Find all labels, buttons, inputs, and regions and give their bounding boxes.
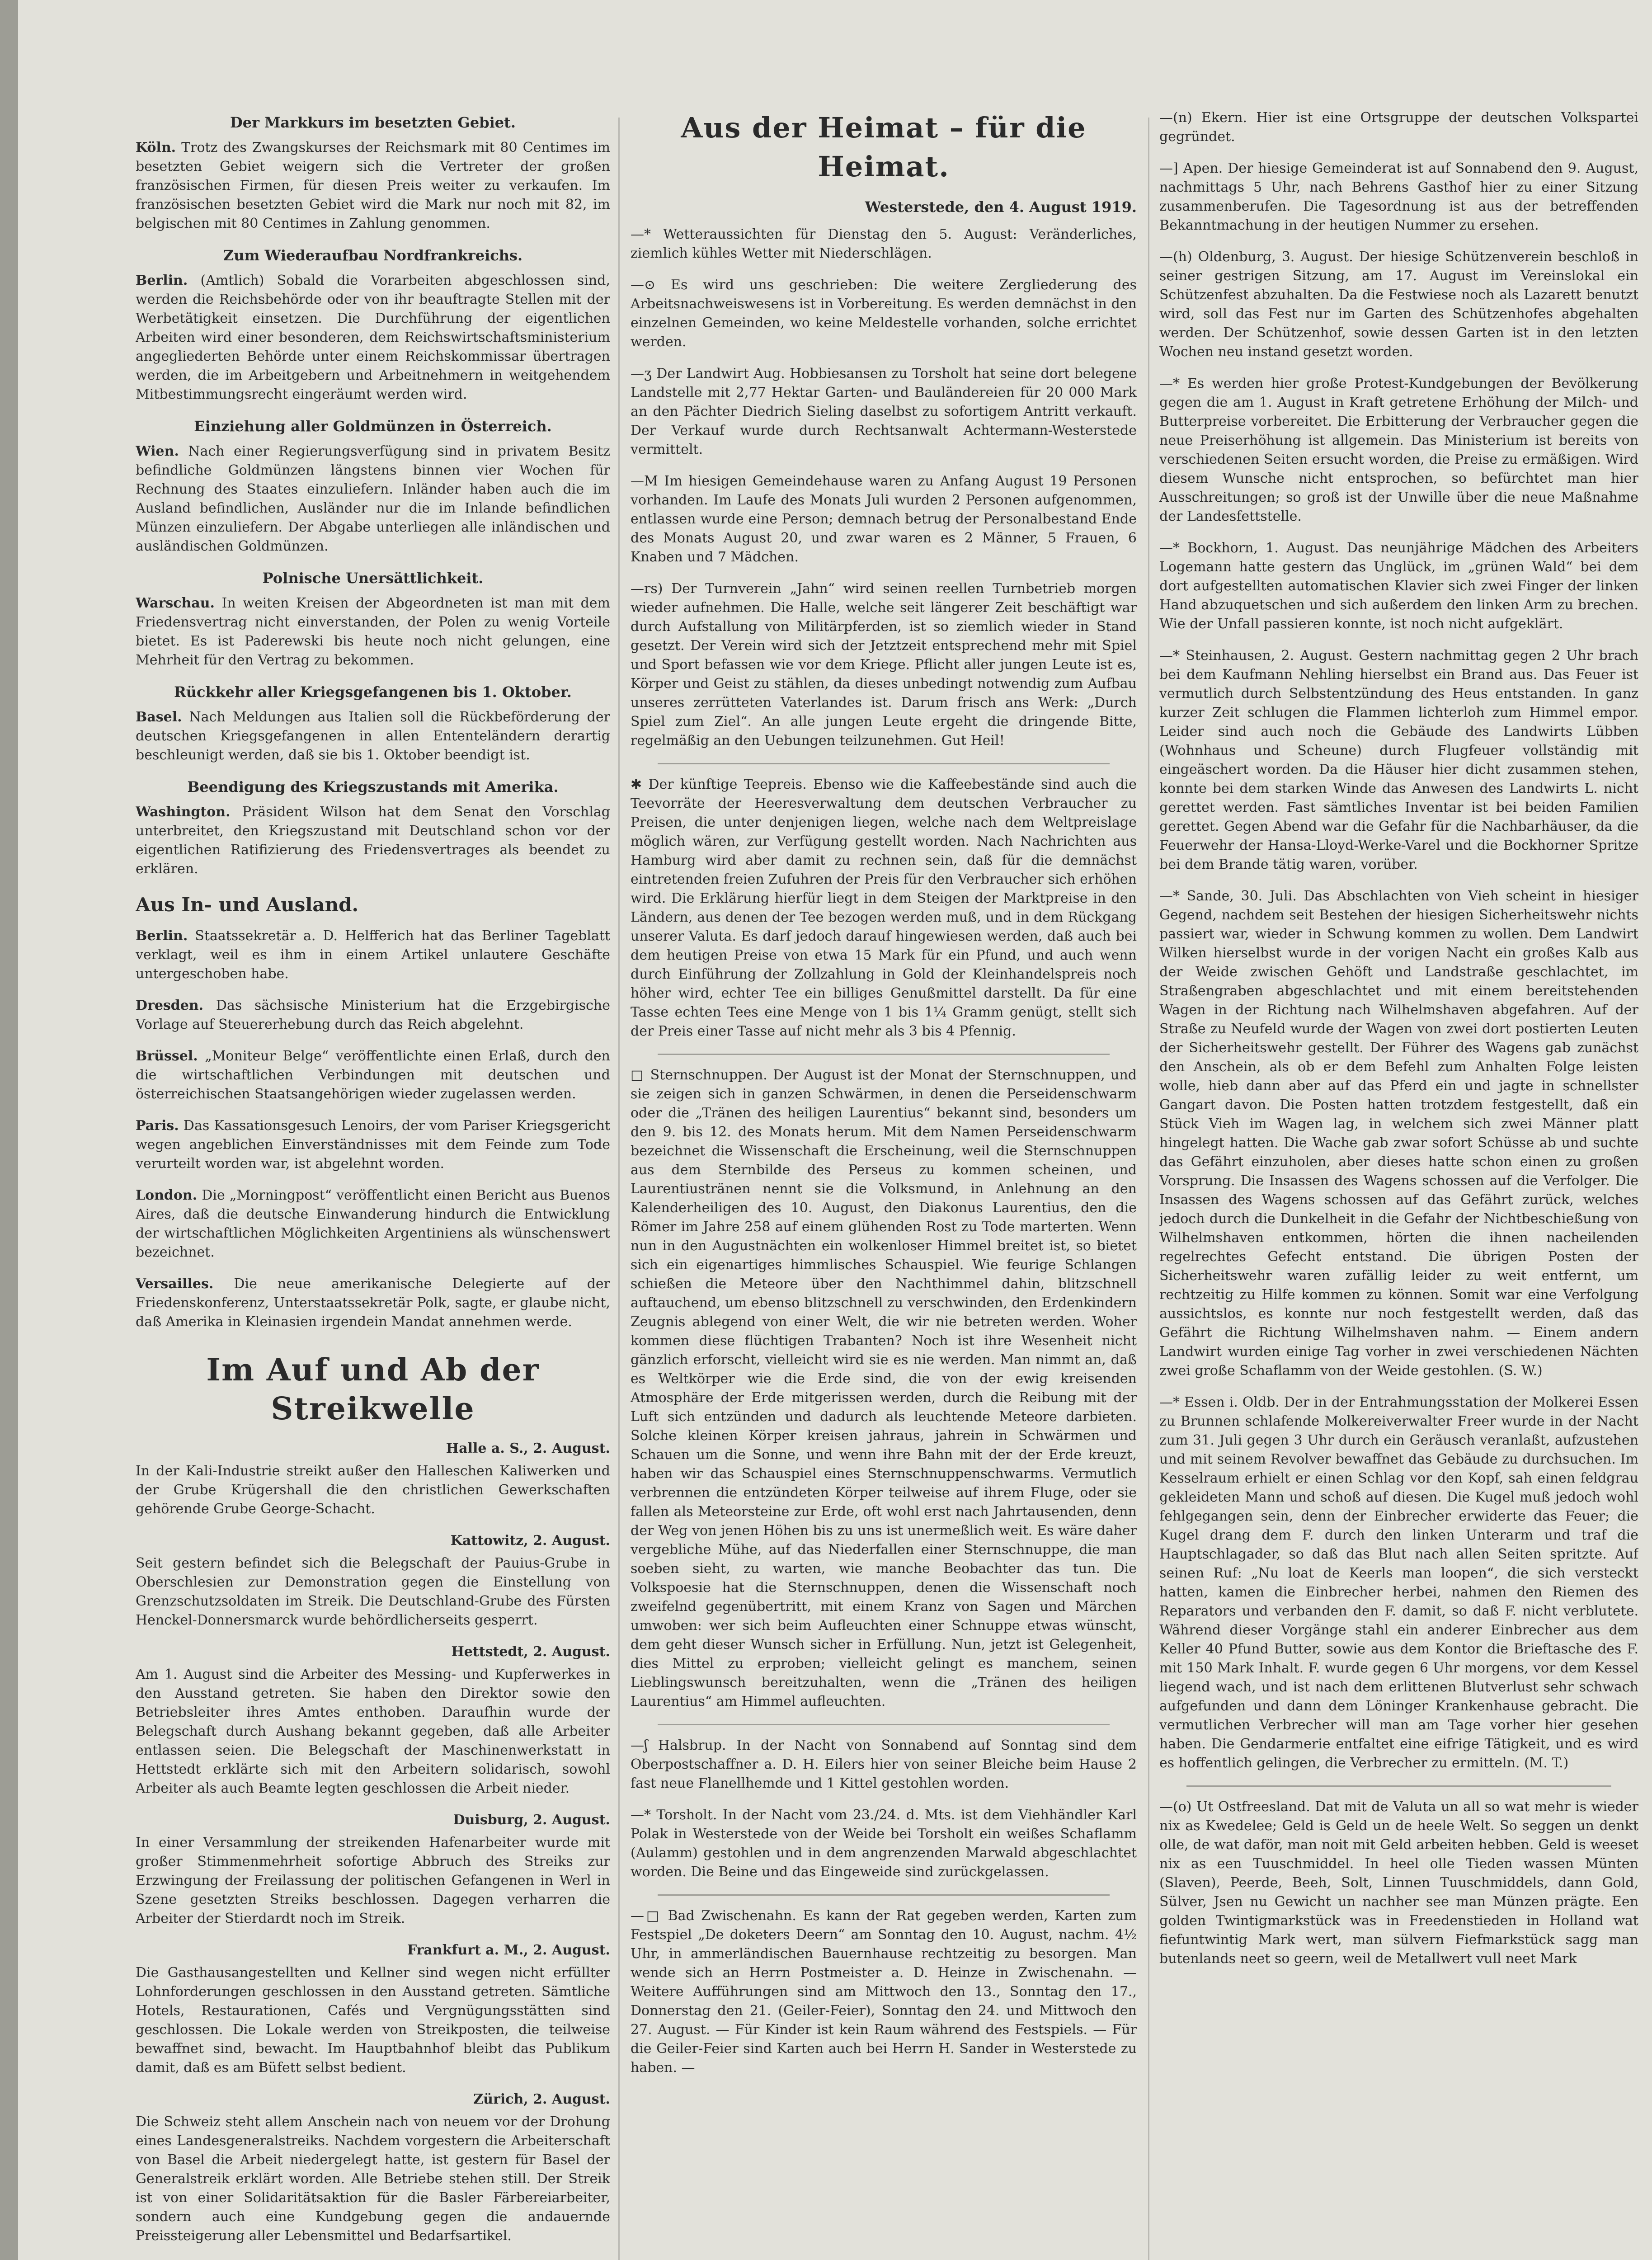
placename: London. <box>136 1187 198 1203</box>
article <box>136 594 610 670</box>
placename: Wien. <box>136 443 179 459</box>
divider <box>658 1894 1110 1896</box>
dateline: Frankfurt a. M., 2. August. <box>407 1942 610 1958</box>
dateline: Hettstedt, 2. August. <box>451 1644 610 1660</box>
news-item: —M Im hiesigen Gemeindehause waren zu Anfang August 19 Personen vorhanden. Im Laufe des Monats Juli wurden 2 Personen aufgenommen, entlassen wurde eine Person; demnach betrug der Personalbestand Ende des Monats August 20, und zwar waren es 2 Männer, 5 Frauen, 6 Knaben und 7 Mädchen. <box>631 473 1137 565</box>
article-text: Seit gestern befindet sich die Belegschaft der Pauius-Grube in Oberschlesien zur Demonstration gegen die Einstellung von Grenzschutzsoldaten im Streik. Die Deutschland-Grube des Fürsten Henckel-Donnersmarck wurde behördlicherseits gesperrt. <box>136 1555 610 1628</box>
dateline: Duisburg, 2. August. <box>453 1812 610 1828</box>
article-text: In weiten Kreisen der Abgeordneten ist man mit dem Friedensvertrag nicht einverstanden, der Polen zu wenig Vorteile bietet. Es ist Paderewski bis heute noch nicht gelungen, eine Mehrheit für den Vertrag zu bekommen. <box>136 595 610 668</box>
placename: Washington. <box>136 804 231 820</box>
news-item: —(o) Ut Ostfreesland. Dat mit de Valuta un all so wat mehr is wieder nix as Kwedelee; Geld is Geld un de heele Welt. So seggen un denkt olle, de wat daför, man noit mit Geld arbeiten hebben. Geld is weeset nix as een Tuuschmiddel. In heel olle Tieden wassen Münten (Slaven), Peerde, Beeh, Solt, Linnen Tuuschmiddels, dann Gold, Sülver, Jsen nu Gewicht un nachher see man Münzen prägte. Een golden Twintigmarkstück was in Freedenstieden in Holland wat fiefuntwintig Mark wert, man sülvern Fiefmarkstück sagg man butenlands neet so geern, weil de Metallwert vull neet Mark <box>1159 1799 1638 1967</box>
news-item: —(h) Oldenburg, 3. August. Der hiesige Schützenverein beschloß in seiner gestrigen Sitzung, am 17. August im Vereinslokal ein Schützenfest abzuhalten. Da die Festwiese noch als Lazarett benutzt wird, soll das Fest nur im Garten des Schützenhofes abgehalten werden. Der Schützenhof, sowie dessen Garten ist in den letzten Wochen neu instand gesetzt worden. <box>1159 249 1638 360</box>
column-rule <box>1148 118 1149 2260</box>
column-right <box>1159 108 1638 2260</box>
section-heading: Aus In- und Ausland. <box>136 894 359 916</box>
article-text: „Moniteur Belge“ veröffentlichte einen Erlaß, durch den die wirtschaftlichen Verbindungen mit deutschen und österreichischen Staatsangehörigen wieder zugelassen werden. <box>136 1048 610 1102</box>
news-item: —* Torsholt. In der Nacht vom 23./24. d. Mts. ist dem Viehhändler Karl Polak in Westerstede von der Weide bei Torsholt ein weißes Schaflamm (Aulamm) gestohlen und in dem angrenzenden Marwald abgeschlachtet worden. Die Beine und das Eingeweide sind zurückgelassen. <box>631 1807 1137 1880</box>
article-text: In der Kali-Industrie streikt außer den Halleschen Kaliwerken und der Grube Krügershall die den christlichen Gewerkschaften gehörende Grube George-Schacht. <box>136 1463 610 1517</box>
news-item: —(n) Ekern. Hier ist eine Ortsgruppe der deutschen Volkspartei gegründet. <box>1159 110 1638 145</box>
placename: Paris. <box>136 1118 179 1134</box>
divider <box>658 763 1110 764</box>
section-heading-large: Im Auf und Ab der Streikwelle <box>206 1352 540 1427</box>
article <box>136 1275 610 1332</box>
article <box>136 1186 610 1262</box>
news-item: ✱ Der künftige Teepreis. Ebenso wie die Kaffeebestände sind auch die Teevorräte der Heeresverwaltung dem deutschen Verbraucher zu Preisen, die unter denjenigen liegen, welche nach dem Weltpreislage möglich wären, zur Verfügung gestellt worden. Nach Nachrichten aus Hamburg wird aber damit zu rechnen sein, daß für die demnächst eintretenden freien Zufuhren der Preis für den Verbraucher sich erhöhen wird. Die Erklärung hierfür liegt in dem Steigen der Marktpreise in den Ländern, aus denen der Tee bezogen werden muß, und in dem Rückgang unserer Valuta. Es darf jedoch darauf hingewiesen werden, daß auch bei dem heutigen Preise von etwa 15 Mark für ein Pfund, und auch wenn durch Einführung der Zollzahlung in Gold der Kleinhandelspreis noch höher wird, echter Tee ein billiges Genußmittel darstellt. Da für eine Tasse echten Tees eine Menge von 1 bis 1¼ Gramm genügt, stellt sich der Preis einer Tasse auf nicht mehr als 3 bis 4 Pfennig. <box>631 777 1137 1039</box>
article <box>136 708 610 765</box>
divider <box>658 1054 1110 1055</box>
placename: Berlin. <box>136 928 188 944</box>
placename: Basel. <box>136 709 182 725</box>
headline: Beendigung des Kriegszustands mit Amerika. <box>187 778 559 796</box>
article-text: Am 1. August sind die Arbeiter des Messing- und Kupferwerkes in den Ausstand getreten. Sie haben den Direktor sowie den Betriebsleiter ihres Amtes enthoben. Daraufhin wurde der Belegschaft durch Aushang bekannt gegeben, daß alle Arbeiter entlassen seien. Die Belegschaft der Maschinenwerkstatt in Hettstedt erklärte sich mit den Arbeitern solidarisch, sowohl Arbeiter als auch Beamte legten geschlossen die Arbeit nieder. <box>136 1667 610 1796</box>
article <box>136 996 610 1034</box>
placename: Berlin. <box>136 273 188 288</box>
dateline: Zürich, 2. August. <box>473 2091 610 2107</box>
article-text: Nach einer Regierungsverfügung sind in privatem Besitz befindliche Goldmünzen längstens binnen vier Wochen für Rechnung des Staates einzuliefern. Inländer haben auch die im Ausland befindlichen, Ausländer nur die im Inlande befindlichen Münzen einzuliefern. Der Abgabe unterliegen alle inländischen und ausländischen Goldmünzen. <box>136 443 610 554</box>
news-item: —rs) Der Turnverein „Jahn“ wird seinen reellen Turnbetrieb morgen wieder aufnehmen. Die Halle, welche seit längerer Zeit beschäftigt war durch Aufstallung von Militärpferden, ist so ziemlich wieder in Stand gesetzt. Der Verein wird sich der Jetztzeit entsprechend mehr mit Spiel und Sport befassen wie vor dem Kriege. Pflicht aller jungen Leute ist es, Körper und Geist zu stählen, da dieses unbedingt notwendig zum Aufbau unseres zerrütteten Vaterlandes ist. Darum frisch ans Werk: „Durch Spiel zum Ziel“. An alle jungen Leute ergeht die dringende Bitte, regelmäßig an den Uebungen teilzunehmen. Gut Heil! <box>631 581 1137 749</box>
placename: Brüssel. <box>136 1048 198 1064</box>
article-text: Die „Morningpost“ veröffentlicht einen Bericht aus Buenos Aires, daß die deutsche Einwanderung hindurch die Entwicklung der wirtschaftlichen Möglichkeiten Argentiniens als wünschenswert bezeichnet. <box>136 1187 610 1260</box>
article <box>136 271 610 404</box>
news-item: —* Es werden hier große Protest-Kundgebungen der Bevölkerung gegen die am 1. August in Kraft getretene Erhöhung der Milch- und Butterpreise vorbereitet. Die Erbitterung der Verbraucher gegen die neue Preiserhöhung ist allgemein. Das Ministerium ist bereits von verschiedenen Seiten ersucht worden, die Preise zu ermäßigen. Wird diesem Wunsche nicht entsprochen, so befürchtet man hier Ausschreitungen; so groß ist der Unwille über die neue Maßnahme der Landesfettstelle. <box>1159 376 1638 524</box>
news-item: —* Steinhausen, 2. August. Gestern nachmittag gegen 2 Uhr brach bei dem Kaufmann Nehling hierselbst ein Brand aus. Das Feuer ist vermutlich durch Selbstentzündung des Heus entstanden. In ganz kurzer Zeit schlugen die Flammen lichterloh zum Himmel empor. Leider sind auch noch die Gebäude des Landwirts Lübben (Wohnhaus und Scheune) durch Flugfeuer vollständig mit eingeäschert worden. Da die Häuser hier dicht zusammen stehen, konnte bei dem starken Winde das Anwesen des Landwirts L. nicht gerettet werden. Fast sämtliches Inventar ist bei beiden Familien gerettet. Gegen Abend war die Gefahr für die Nachbarhäuser, da die Feuerwehr der Hansa-Lloyd-Werke-Varel und die Bockhorner Spritze bei dem Brande tätig waren, vorüber. <box>1159 648 1638 872</box>
article-text: Präsident Wilson hat dem Senat den Vorschlag unterbreitet, den Kriegszustand mit Deutschland schon vor der eigentlichen Ratifizierung des Friedensvertrages als beendet zu erklären. <box>136 804 610 877</box>
placename: Versailles. <box>136 1276 214 1292</box>
article-text: In einer Versammlung der streikenden Hafenarbeiter wurde mit großer Stimmenmehrheit sofortige Abbruch des Streiks zur Erzwingung der Freilassung der politischen Gefangenen in Werl in Szene gesetzten Streiks beschlossen. Dagegen verharren die Arbeiter der Stierdardt noch im Streik. <box>136 1835 610 1926</box>
article-text: Trotz des Zwangskurses der Reichsmark mit 80 Centimes im besetzten Gebiet weigern sich die Vertreter der großen französischen Firmen, für diesen Preis weiter zu verkaufen. Im französischen besetzten Gebiet wird die Mark nur noch mit 82, im belgischen mit 80 Centimes in Zahlung genommen. <box>136 140 610 231</box>
article <box>136 138 610 233</box>
article <box>136 442 610 556</box>
article-text: Die neue amerikanische Delegierte auf der Friedenskonferenz, Unterstaatssekretär Polk, sagte, er glaube nicht, daß Amerika in Kleinasien irgendein Mandat annehmen werde. <box>136 1276 610 1330</box>
news-item: —⊙ Es wird uns geschrieben: Die weitere Zergliederung des Arbeitsnachweiswesens ist in Vorbereitung. Es werden demnächst in den einzelnen Gemeinden, wo keine Meldestelle vorhanden, solche errichtet werden. <box>631 277 1137 350</box>
headline: Polnische Unersättlichkeit. <box>262 570 484 587</box>
news-item: —] Apen. Der hiesige Gemeinderat ist auf Sonnabend den 9. August, nachmittags 5 Uhr, nach Behrens Gasthof hier zu einer Sitzung zusammenberufen. Die Tagesordnung ist aus der betreffenden Bekanntmachung in der heutigen Nummer zu ersehen. <box>1159 160 1638 233</box>
dateline: Westerstede, den 4. August 1919. <box>865 198 1137 216</box>
news-item: —* Bockhorn, 1. August. Das neunjährige Mädchen des Arbeiters Logemann hatte gestern das Unglück, im „grünen Wald“ bei dem dort aufgestellten automatischen Klavier sich zwei Finger der linken Hand abzuquetschen und sich außerdem den linken Arm zu brechen. Wie der Unfall passieren konnte, ist noch nicht aufgeklärt. <box>1159 540 1638 632</box>
news-item: —* Wetteraussichten für Dienstag den 5. August: Veränderliches, ziemlich kühles Wetter mit Niederschlägen. <box>631 226 1137 261</box>
news-item: —* Sande, 30. Juli. Das Abschlachten von Vieh scheint in hiesiger Gegend, nachdem seit Bestehen der hiesigen Sicherheitswehr nichts passiert war, wieder in Schwung kommen zu wollen. Dem Landwirt Wilken hierselbst wurde in der vorigen Nacht ein großes Kalb aus der Weide zwischen Gehöft und Landstraße geschlachtet, im Straßengraben abgeschlachtet und mit einem bereitstehenden Wagen in der Richtung nach Wilhelmshaven abgefahren. Auf der Straße zu Neufeld wurde der Wagen von zwei dort postierten Leuten der Sicherheitswehr gestellt. Der Führer des Wagens gab zunächst den Anschein, als ob er dem Befehl zum Anhalten Folge leisten wolle, hieb dann aber auf das Pferd ein und jagte in schnellster Gangart davon. Die Posten hatten trotzdem festgestellt, daß ein Stück Vieh im Wagen lag, in welchem sich zwei Männer platt hingelegt hatten. Die Wache gab zwar sofort Schüsse ab und suchte das Gefährt einzuholen, aber dieses hatte schon einen zu großen Vorsprung. Die Insassen des Wagens schossen auf die Verfolger. Die Insassen des Wagens schossen auf das Gefährt zurück, welches jedoch durch die Dunkelheit in die Gefahr der Nichtbeschießung von Wilhelmshaven entkommen, hörten die ihnen nacheilenden regelrechtes Gefecht entstand. Die übrigen Posten der Sicherheitswehr waren zufällig leider zu weit entfernt, um rechtzeitig zu Hilfe kommen zu können. Somit war eine Verfolgung aussichtslos, es konnte nur noch festgestellt werden, daß das Gefährt die Richtung Wilhelmshaven nahm. — Einem andern Landwirt wurden einige Tag vorher in zwei verschiedenen Nächten zwei große Schaflamm von der Weide gestohlen. (S. W.) <box>1159 888 1638 1379</box>
placename: Köln. <box>136 140 176 155</box>
news-item: —* Essen i. Oldb. Der in der Entrahmungsstation der Molkerei Essen zu Brunnen schlafende Molkereiverwalter Freer wurde in der Nacht zum 31. Juli gegen 3 Uhr durch ein Geräusch veranlaßt, aufzustehen und mit seinem Revolver bewaffnet das Gebäude zu durchsuchen. Im Kesselraum erhielt er einen Schlag vor den Kopf, sah einen feldgrau gekleideten Mann und schoß auf diesen. Die Kugel muß jedoch wohl fehlgegangen sein, denn der Einbrecher erwiderte das Feuer; die Kugel drang dem F. durch den linken Unterarm und traf die Hauptschlagader, so daß das Blut nach allen Seiten spritzte. Auf seinen Ruf: „Nu loat de Keerls man loopen“, die sich versteckt hatten, kamen die Einbrecher herbei, nahmen den Riemen des Reparators und verbanden den F. damit, so daß F. nicht verblutete. Während dieser Vorgänge stahl ein anderer Einbrecher aus dem Keller 40 Pfund Butter, sowie aus dem Kontor die Brieftasche des F. mit 150 Mark Inhalt. F. wurde gegen 6 Uhr morgens, vor dem Kessel liegend wach, und ist nach dem erlittenen Blutverlust sehr schwach aufgefunden und dann dem Löninger Krankenhause gebracht. Die vermutlichen Verbrecher will man am Tage vorher hier gesehen haben. Die Gendarmerie entfaltet eine eifrige Tätigkeit, und es wird es hoffentlich gelingen, die Verbrecher zu ermitteln. (M. T.) <box>1159 1394 1638 1771</box>
headline: Rückkehr aller Kriegsgefangenen bis 1. Oktober. <box>174 683 572 701</box>
headline: Zum Wiederaufbau Nordfrankreichs. <box>223 247 523 264</box>
article <box>136 927 610 984</box>
article-text: Das sächsische Ministerium hat die Erzgebirgische Vorlage auf Steuererhebung durch das Reich abgelehnt. <box>136 998 610 1032</box>
column-rule <box>618 118 620 2260</box>
article-text: Die Gasthausangestellten und Kellner sind wegen nicht erfüllter Lohnforderungen geschlossen in den Ausstand getreten. Sämtliche Hotels, Restaurationen, Cafés und Vergnügungsstätten sind geschlossen. Die Lokale werden von Streikposten, die teilweise bewaffnet sind, bewacht. Im Hauptbahnhof bleibt das Publikum damit, daß es am Büfett selbst bedient. <box>136 1965 610 2076</box>
article <box>136 1047 610 1104</box>
article <box>136 1116 610 1173</box>
article-text: Nach Meldungen aus Italien soll die Rückbeförderung der deutschen Kriegsgefangenen in allen Ententeländern derartig beschleunigt werden, daß sie bis 1. Oktober beendigt ist. <box>136 709 610 763</box>
article-text: (Amtlich) Sobald die Vorarbeiten abgeschlossen sind, werden die Reichsbehörde oder von ihr beauftragte Stellen mit der Werbetätigkeit einsetzen. Die Durchführung der eigentlichen Arbeiten wird einer besonderen, dem Reichswirtschaftsministerium angegliederten Behörde unter einem Reichskommissar übertragen werden, die im Arbeitgebern und Arbeitnehmern in weitgehendem Mitbestimmungsrecht eingeräumt werden wird. <box>136 273 610 402</box>
placename: Warschau. <box>136 595 215 611</box>
divider <box>1186 1785 1611 1787</box>
news-item: —ʃ Halsbrup. In der Nacht von Sonnabend auf Sonntag sind dem Oberpostschaffner a. D. H. Eilers hier von seiner Bleiche beim Hause 2 fast neue Flanellhemde und 1 Kittel gestohlen worden. <box>631 1737 1137 1791</box>
news-item: —□ Bad Zwischenahn. Es kann der Rat gegeben werden, Karten zum Festspiel „De doketers Deern“ am Sonntag den 10. August, nachm. 4½ Uhr, in ammerländischen Bauernhause rechtzeitig zu besorgen. Man wende sich an Herrn Postmeister a. D. Heinze in Zwischenahn. — Weitere Aufführungen sind am Mittwoch den 13., Sonntag den 17., Donnerstag den 21. (Geiler-Feier), Sonntag den 24. und Mittwoch den 27. August. — Für Kinder ist kein Raum während des Festspiels. — Für die Geiler-Feier sind Karten auch bei Herrn H. Sander in Westerstede zu haben. — <box>631 1908 1137 2076</box>
divider <box>658 1724 1110 1725</box>
column-left <box>136 108 610 2260</box>
page-binding-edge <box>0 0 18 2260</box>
headline: Der Markkurs im besetzten Gebiet. <box>230 114 516 131</box>
article-text: Die Schweiz steht allem Anschein nach von neuem vor der Drohung eines Landesgeneralstreiks. Nachdem vorgestern die Arbeiterschaft von Basel die Arbeit niedergelegt hatte, ist gestern für Basel der Generalstreik erklärt worden. Alle Betriebe stehen still. Der Streik ist von einer Solidaritätsaktion für die Basler Färbereiarbeiter, sondern auch eine Kundgebung gegen die andauernde Preissteigerung aller Lebensmittel und Bedarfsartikel. <box>136 2114 610 2244</box>
dateline: Kattowitz, 2. August. <box>450 1533 610 1549</box>
headline: Einziehung aller Goldmünzen in Österreich. <box>194 418 552 435</box>
article-text: Staatssekretär a. D. Helfferich hat das Berliner Tageblatt verklagt, weil es ihm in einem Artikel unlautere Geschäfte untergeschoben habe. <box>136 928 610 982</box>
article-text: Das Kassationsgesuch Lenoirs, der vom Pariser Kriegsgericht wegen angeblichen Einverständnisses mit dem Feinde zum Tode verurteilt worden war, ist abgelehnt worden. <box>136 1118 610 1172</box>
page-title: Aus der Heimat – für die Heimat. <box>681 111 1087 183</box>
dateline <box>136 2258 610 2260</box>
news-item: □ Sternschnuppen. Der August ist der Monat der Sternschnuppen, und sie zeigen sich in ganzen Schwärmen, in denen die Perseidenschwarm oder die „Tränen des heiligen Laurentius“ bekannt sind, besonders um den 9. bis 12. des Monats herum. Mit dem Namen Perseidenschwarm bezeichnet die Wissenschaft die Erscheinung, weil die Sternschnuppen aus dem Sternbilde des Perseus zu kommen scheinen, und Laurentiustränen nennt sie die Volksmund, in Anlehnung an den Kalenderheiligen des 10. August, den Diakonus Laurentius, den die Römer im Jahre 258 auf einem glühenden Rost zu Tode marterten. Wenn nun in den Augustnächten ein wolkenloser Himmel breitet ist, so bietet sich ein eigenartiges himmlisches Schauspiel. Wie feurige Schlangen schießen die Meteore über den Nachthimmel dahin, blitzschnell auftauchend, um ebenso blitzschnell zu verschwinden, den Erdenkindern Zeugnis ablegend von einer Welt, die wir nie betreten werden. Woher kommen diese flüchtigen Trabanten? Noch ist ihre Wesenheit nicht gänzlich erforscht, vielleicht wird sie es nie werden. Man nimmt an, daß es Weltkörper wie die Erde sind, die von der ewig kreisenden Atmosphäre der Erde mitgerissen werden, durch die Reibung mit der Luft sich entzünden und dadurch als leuchtende Meteore darbieten. Solche kleinen Körper kreisen jahraus, jahrein in Schwärmen und Schauen um die Sonne, und wenn ihre Bahn mit der der Erde kreuzt, haben wir das Schauspiel eines Sternschnuppenschwarms. Vermutlich verbrennen die entzündeten Körper teilweise auf ihrem Fluge, oder sie fallen als Meteorsteine zur Erde, oft wohl erst nach Jahrtausenden, denn der Weg von jenen Höhen bis zu uns ist unermeßlich weit. Es wäre daher vergebliche Mühe, auf das Niederfallen einer Sternschnuppe, die man soeben sieht, zu warten, wie manche Beobachter das tun. Die Volkspoesie hat die Sternschnuppen, denen die Wissenschaft noch zweifelnd gegenübertritt, mit einem Kranz von Sagen und Märchen umwoben: wer sich beim Aufleuchten einer Schnuppe etwas wünscht, dem geht dieser Wunsch sicher in Erfüllung. Nun, jetzt ist Gelegenheit, dies Mittel zu erproben; vielleicht gelingt es manchem, seinen Lieblingswunsch bereitzuhalten, wenn die „Tränen des heiligen Laurentius“ am Himmel aufleuchten. <box>631 1067 1137 1709</box>
placename: Dresden. <box>136 998 204 1013</box>
article <box>136 803 610 879</box>
news-item: —ʒ Der Landwirt Aug. Hobbiesansen zu Torsholt hat seine dort belegene Landstelle mit 2,77 Hektar Garten- und Bauländereien für 20 000 Mark an den Pächter Diedrich Sieling daselbst zu sofortigem Antritt verkauft. Der Verkauf wurde durch Rechtsanwalt Achtermann-Westerstede vermittelt. <box>631 366 1137 457</box>
column-middle <box>631 108 1137 2260</box>
dateline: Halle a. S., 2. August. <box>446 1441 610 1456</box>
